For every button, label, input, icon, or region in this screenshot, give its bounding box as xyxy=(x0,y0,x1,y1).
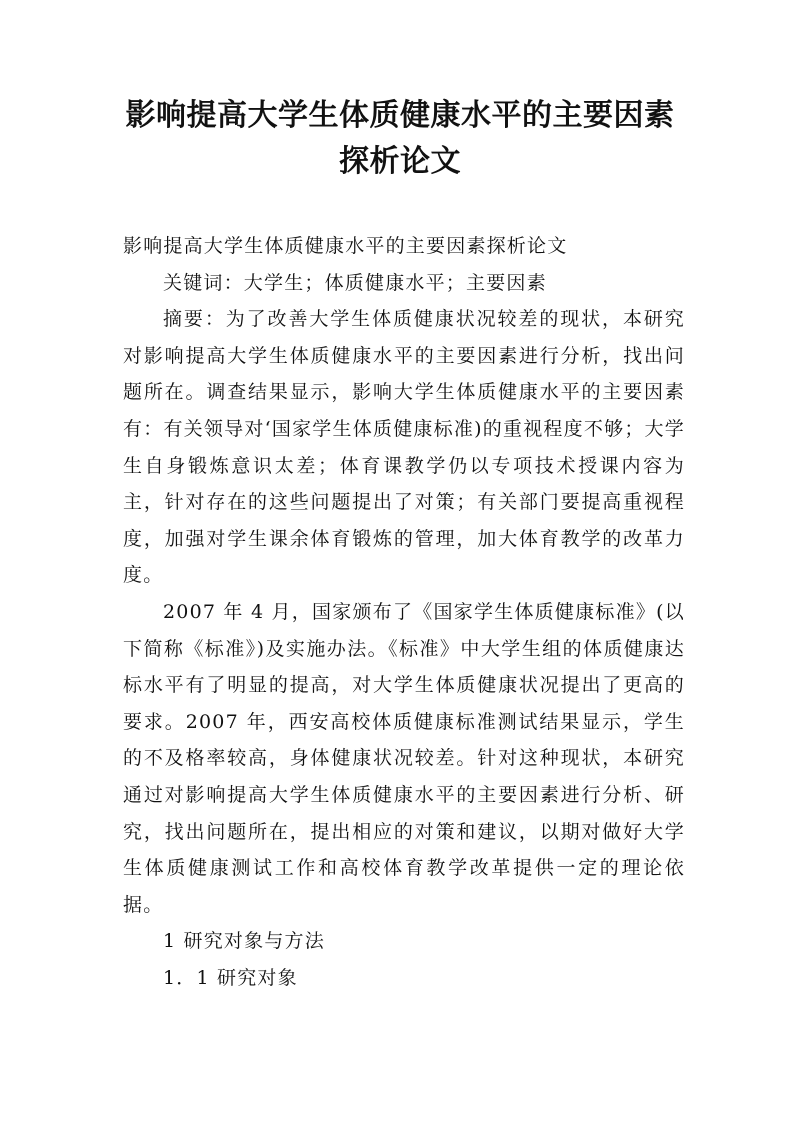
title-line-2: 探析论文 xyxy=(339,144,461,179)
document-title xyxy=(100,93,700,185)
subtitle-paragraph: 影响提高大学生体质健康水平的主要因素探析论文 xyxy=(123,235,568,257)
document-body xyxy=(123,228,685,996)
section-heading-1-1: 1．1 研究对象 xyxy=(163,966,298,989)
abstract-paragraph: 摘要：为了改善大学生体质健康状况较差的现状，本研究对影响提高大学生体质健康水平的主要因素进行分析，找出问题所在。调查结果显示，影响大学生体质健康水平的主要因素有：有关领导对‘国家学生体质健康标准)的重视程度不够；大学生自身锻炼意识太差；体育课教学仍以专项技术授课内容为主，针对存在的这些问题提出了对策；有关部门要提高重视程度，加强对学生课余体育锻炼的管理，加大体育教学的改革力度。 xyxy=(123,308,685,587)
intro-paragraph: 2007 年 4 月，国家颁布了《国家学生体质健康标准》(以下简称《标准》)及实施办法。《标准》中大学生组的体质健康达标水平有了明显的提高，对大学生体质健康状况提出了更高的要求。2007 年，西安高校体质健康标准测试结果显示，学生的不及格率较高，身体健康状况较差。针对这种现状，本研究通过对影响提高大学生体质健康水平的主要因素进行分析、研究，找出问题所在，提出相应的对策和建议，以期对做好大学生体质健康测试工作和高校体育教学改革提供一定的理论依据。 xyxy=(123,600,685,916)
section-heading-1: 1 研究对象与方法 xyxy=(163,930,325,953)
title-line-1: 影响提高大学生体质健康水平的主要因素 xyxy=(125,98,675,133)
keywords-paragraph: 关键词：大学生；体质健康水平；主要因素 xyxy=(163,271,547,294)
